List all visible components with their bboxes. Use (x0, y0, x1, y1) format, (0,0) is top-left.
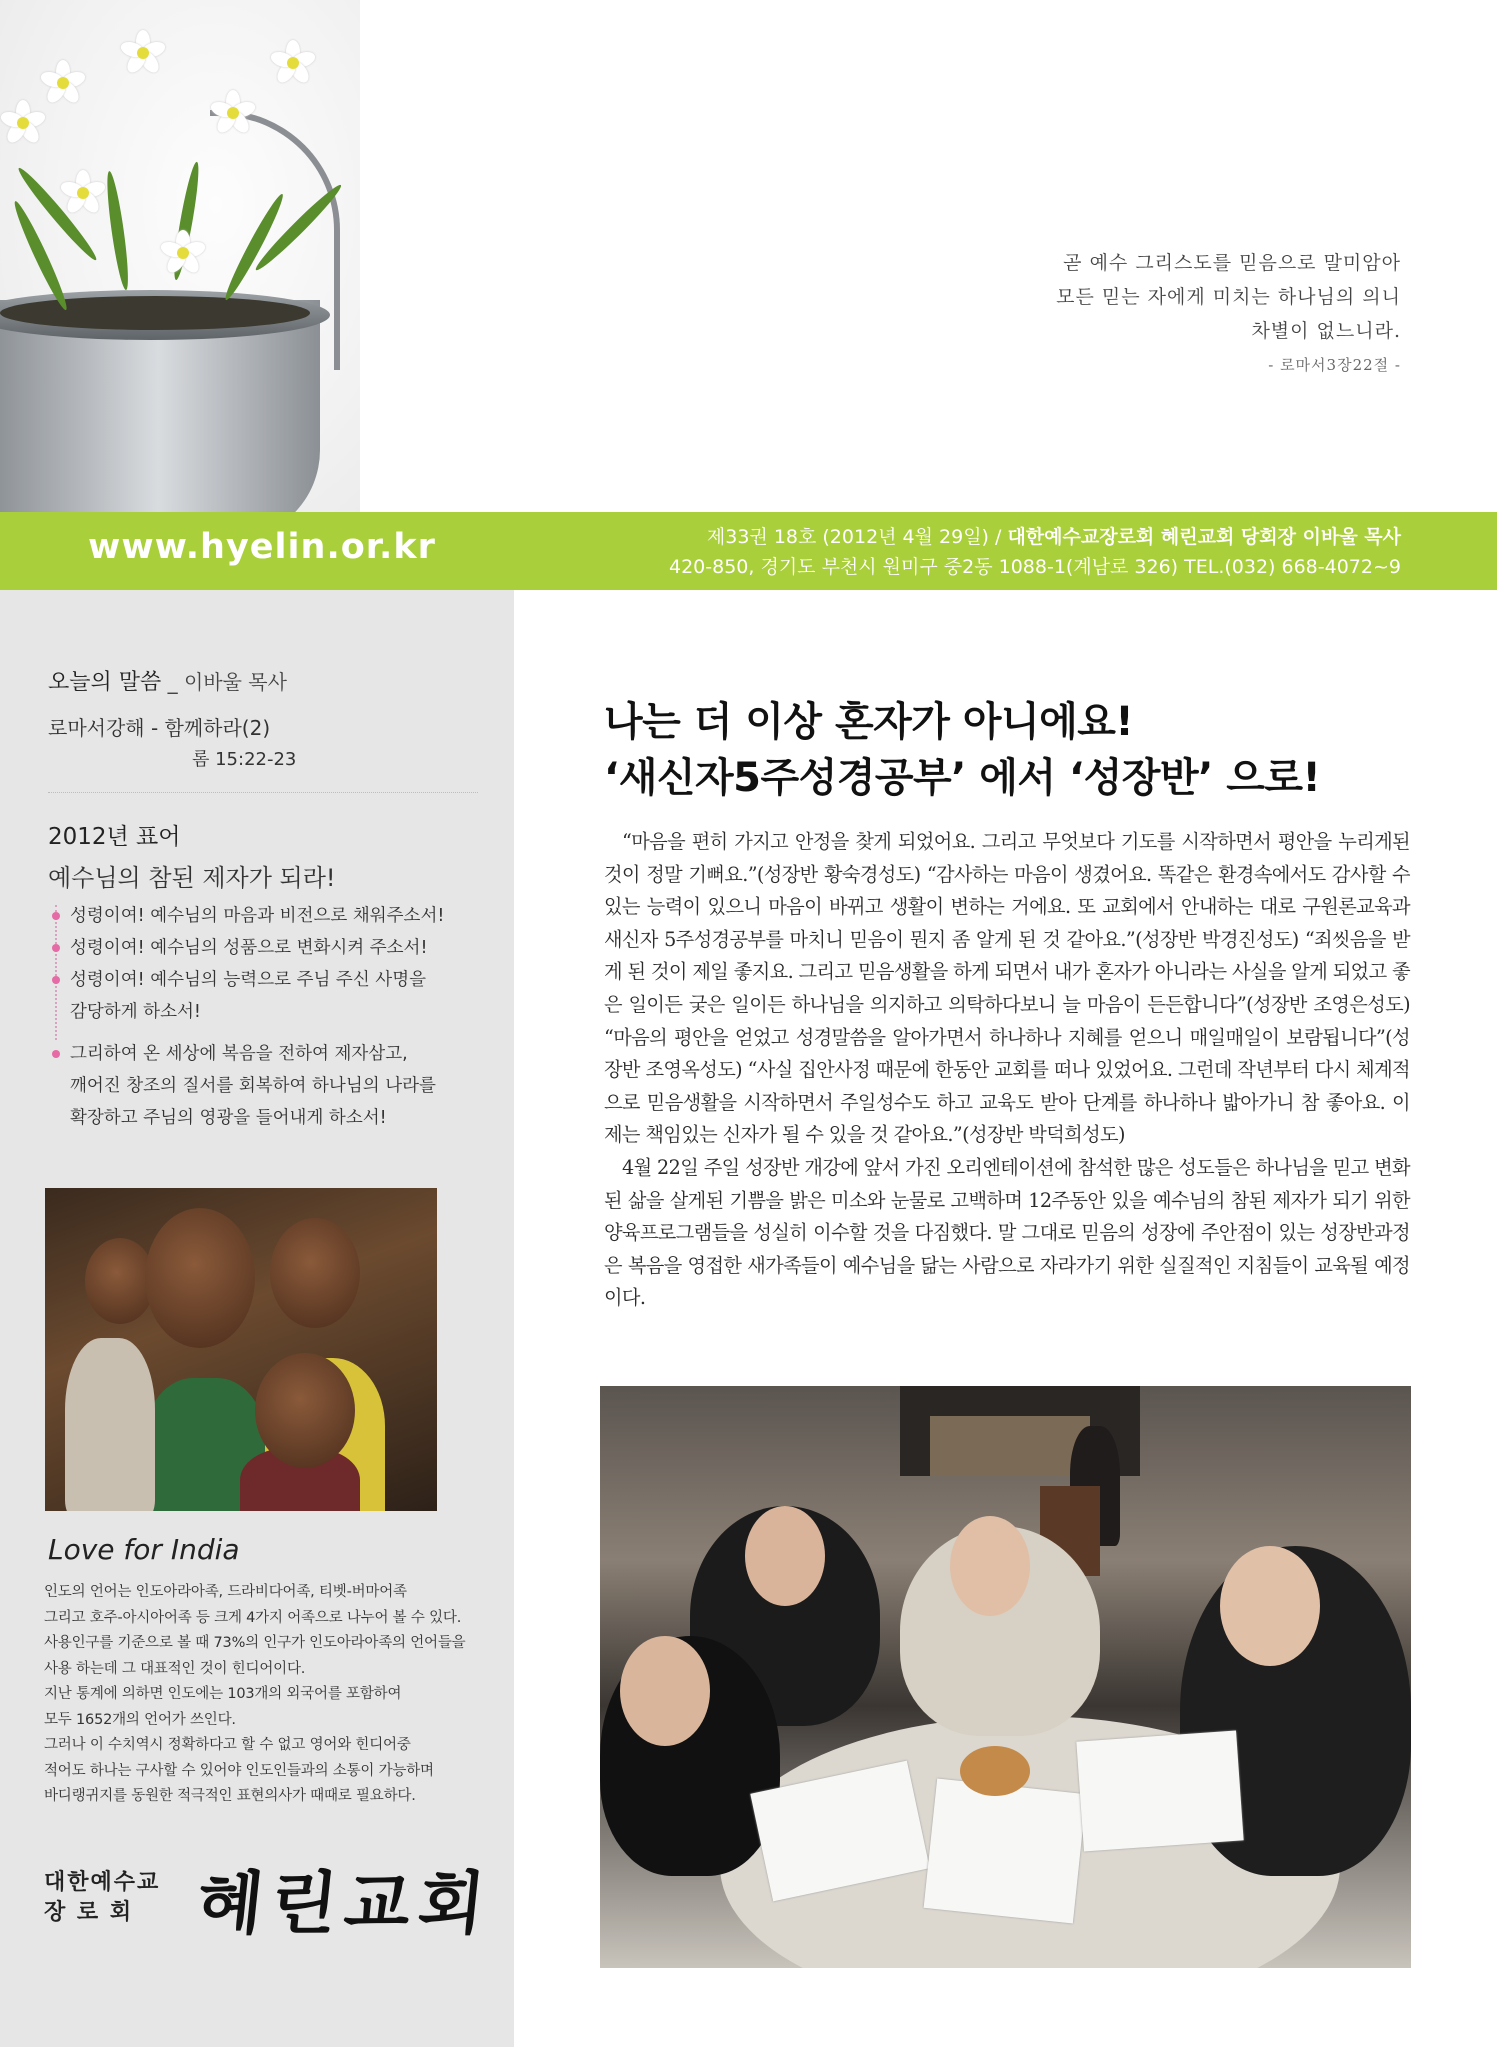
prayer-item-continued: 확장하고 주님의 영광을 들어내게 하소서! (70, 1108, 387, 1128)
headline-line: ‘새신자5주성경공부’ 에서 ‘성장반’ 으로! (604, 755, 1321, 801)
handout-paper (1076, 1731, 1243, 1852)
divider (48, 792, 478, 793)
headline-line: 나는 더 이상 혼자가 아니에요! (604, 699, 1134, 745)
india-line: 바디랭귀지를 동원한 적극적인 표현의사가 때때로 필요하다. (44, 1788, 416, 1804)
white-flower (60, 170, 106, 216)
white-flower (210, 90, 256, 136)
india-line: 그리고 호주-아시아어족 등 크게 4가지 어족으로 나누어 볼 수 있다. (44, 1609, 462, 1626)
handout-paper (924, 1779, 1087, 1924)
india-line: 그러나 이 수치역시 정확하다고 할 수 없고 영어와 힌디어중 (44, 1737, 411, 1753)
white-shirt (65, 1338, 155, 1511)
website-url[interactable]: www.hyelin.or.kr (88, 527, 436, 567)
issue-line (669, 522, 1401, 552)
india-title: Love for India (48, 1533, 240, 1566)
india-line: 적어도 하나는 구사할 수 있어야 인도인들과의 소통이 가능하며 (44, 1762, 434, 1779)
issue-info (669, 522, 1401, 582)
wall-painting (930, 1416, 1090, 1476)
denomination-line: 대한예수교 (44, 1870, 161, 1895)
cookies-plate (960, 1746, 1030, 1796)
face (620, 1636, 710, 1746)
article-paragraph: 4월 22일 주일 성장반 개강에 앞서 가진 오리엔테이션에 참석한 많은 성도들은 하나님을 믿고 변화된 삶을 살게된 기쁨을 밝은 미소와 눈물로 고백하며 12주동안 있을 예수님의 참된 제자가 되기 위한 양육프로그램들을 성실히 이수할 것을 다짐했다. 말 그대로 믿음의 성장에 주안점이 있는 성장반과정은 복음을 영접한 새가족들이 예수님을 닮는 사람으로 자라가기 위한 실질적인 지침들이 교육될 예정이다. (604, 1155, 1410, 1310)
prayer-item: 성령이여! 예수님의 성품으로 변화시켜 주소서! (52, 932, 492, 964)
india-line: 인도의 언어는 인도아라아족, 드라비다어족, 티벳-버마어족 (44, 1584, 407, 1600)
issue-number: 제33권 18호 (2012년 4월 29일) / (706, 526, 1008, 548)
india-text (44, 1580, 494, 1810)
india-line: 지난 통계에 의하면 인도에는 103개의 외국어를 포함하여 (44, 1686, 402, 1702)
flower-pot-photo (0, 0, 360, 512)
prayer-item: 그리하여 온 세상에 복음을 전하여 제자삼고, (52, 1038, 492, 1070)
india-line: 사용인구를 기준으로 볼 때 73%의 인구가 인도아라아족의 언어들을 (44, 1635, 466, 1651)
pot-soil (0, 296, 310, 330)
article-paragraph: “마음을 편히 가지고 안정을 찾게 되었어요. 그리고 무엇보다 기도를 시작하면서 평안을 누리게된 것이 정말 기뻐요.”(성장반 황숙경성도) “감사하는 마음이 생겼어요. 똑같은 환경속에서도 감사할 수 있는 능력이 있으니 마음이 바뀌고 생활이 변하는 거에요. 또 교회에서 안내하는 대로 구원론교육과 새신자 5주성경공부를 마치니 믿음이 뭔지 좀 알게 된 것 같아요.”(성장반 박경진성도) “죄씻음을 받게 된 것이 제일 좋지요. 그리고 믿음생활을 하게 되면서 내가 혼자가 아니라는 사실을 알게 되었고 좋은 일이든 궂은 일이든 하나님을 의지하고 의탁하다보니 늘 마음이 든든합니다”(성장반 조영은성도) “마음의 평안을 얻었고 성경말씀을 알아가면서 하나하나 지혜를 얻으니 매일매일이 보람됩니다”(성장반 조영옥성도) “사실 집안사정 때문에 한동안 교회를 떠나 있었어요. 그런데 작년부터 다시 체계적으로 믿음생활을 시작하면서 주일성수도 하고 교육도 받아 단계를 하나하나 밟아가니 참 좋아요. 이제는 책임있는 신자가 될 수 있을 것 같아요.”(성장반 박덕희성도) (604, 830, 1410, 1147)
prayer-item-continued: 깨어진 창조의 질서를 회복하여 하나님의 나라를 (70, 1076, 436, 1096)
prayer-item-continued: 감당하게 하소서! (70, 1002, 201, 1022)
white-flower (40, 60, 86, 106)
article-headline (604, 694, 1320, 806)
sermon-label: 오늘의 말씀 (48, 670, 162, 695)
verse-line: 모든 믿는 자에게 미치는 하나님의 의니 (1056, 286, 1401, 308)
verse-line: 곧 예수 그리스도를 믿음으로 말미암아 (1063, 252, 1401, 274)
motto: 예수님의 참된 제자가 되라! (48, 864, 336, 892)
sermon-author: _ 이바울 목사 (161, 670, 287, 694)
motto-year: 2012년 표어 (48, 824, 181, 850)
prayer-item: 성령이여! 예수님의 마음과 비전으로 채워주소서! (52, 900, 492, 932)
sermon-passage: 롬 15:22-23 (192, 749, 297, 770)
white-flower (270, 40, 316, 86)
verse-reference: - 로마서3장22절 - (1268, 356, 1401, 374)
article-body (604, 826, 1410, 1315)
sermon-title: 로마서강해 - 함께하라(2) (48, 716, 271, 740)
church-name: 대한예수교장로회 혜린교회 당회장 이바울 목사 (1007, 526, 1401, 548)
denomination-line: 장 로 회 (44, 1900, 134, 1925)
white-flower (120, 30, 166, 76)
denomination (44, 1868, 160, 1928)
india-line: 사용 하는데 그 대표적인 것이 힌디어이다. (44, 1660, 306, 1677)
prayer-list (52, 900, 492, 1134)
prayer-item: 성령이여! 예수님의 능력으로 주님 주신 사명을 (52, 964, 492, 996)
class-orientation-photo (600, 1386, 1411, 1968)
verse-line: 차별이 없느니라. (1251, 320, 1401, 342)
face (745, 1506, 825, 1606)
white-flower (160, 230, 206, 276)
church-logo: 혜린교회 (193, 1864, 497, 1944)
church-address: 420-850, 경기도 부천시 원미구 중2동 1088-1(계남로 326) TEL.(032) 668-4072~9 (669, 556, 1401, 578)
white-flower (0, 100, 46, 146)
bible-verse (1056, 246, 1401, 382)
face (950, 1516, 1030, 1616)
child-face (270, 1218, 360, 1328)
india-children-photo (45, 1188, 437, 1511)
child-face (145, 1208, 255, 1348)
leaf (103, 170, 132, 291)
child-face (255, 1353, 355, 1468)
face (1220, 1546, 1320, 1666)
sermon-heading (48, 665, 287, 696)
india-line: 모두 1652개의 언어가 쓰인다. (44, 1711, 236, 1728)
